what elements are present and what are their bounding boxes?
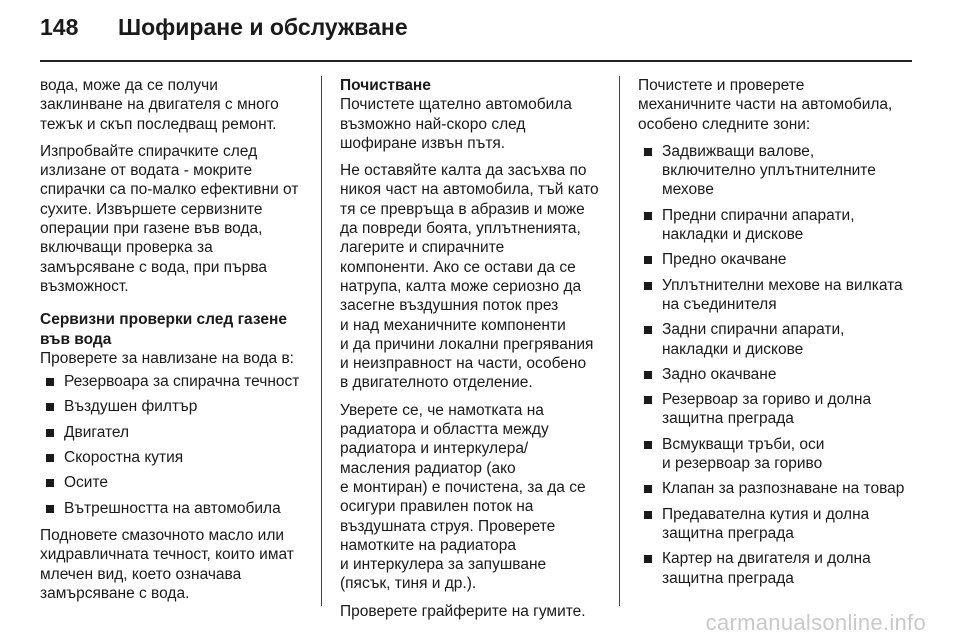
list-item: Двигател: [40, 423, 308, 442]
section-heading-service-checks: Сервизни проверки след газене във вода: [40, 311, 287, 348]
list-item: Задвижващи валове, включително уплътнителните мехове: [638, 142, 912, 200]
paragraph: Проверете за навлизане на вода в:: [40, 349, 294, 367]
page-title: Шофиране и обслужване: [118, 14, 408, 40]
paragraph: Изпробвайте спирачките след излизане от водата - мокрите спирачки са по-малко ефективни от сухите. Извършете сервизните операции при газене във вода, включващи проверка за замърсяване с вода, при първа възможност.: [40, 142, 299, 295]
list-item: Скоростна кутия: [40, 448, 308, 467]
watermark: carmanualsonline.info: [705, 610, 926, 635]
page-header: [40, 14, 408, 41]
page-number: 148: [40, 14, 79, 40]
paragraph: Уверете се, че намотката на радиатора и областта между радиатора и интеркулера/ масления радиатор (ако е монтиран) е почистена, за да се осигури правилен поток на въздушната струя. Проверете намотките на радиатора и интеркулера за запушване (пясък, тиня и др.).: [340, 401, 586, 593]
column-divider-1: [321, 76, 322, 606]
column-1: [40, 76, 308, 611]
list-item: Въздушен филтър: [40, 397, 308, 416]
column-divider-2: [619, 76, 620, 606]
paragraph: Почистете щателно автомобила възможно най-скоро след шофиране извън пътя.: [340, 96, 572, 152]
paragraph: Не оставяйте калта да засъхва по никоя част на автомобила, тъй като тя се превръща в абразив и може да повреди боята, уплътненията, лагерите и спирачните компоненти. Ако се остави да се натрупа, калта може сериозно да засегне въздушния поток през и над механичните компоненти и да причини локални прегрявания и неизправност на части, особено в двигателното отделение.: [340, 162, 599, 392]
list-item: Всмукващи тръби, оси и резервоар за гориво: [638, 435, 912, 474]
column-2: [340, 76, 608, 629]
list-item: Резервоар за гориво и долна защитна преграда: [638, 390, 912, 429]
list-item: Предно окачване: [638, 250, 912, 269]
paragraph: вода, може да се получи заклинване на двигателя с много тежък и скъп последващ ремонт.: [40, 77, 279, 133]
list-item: Предавателна кутия и долна защитна преграда: [638, 505, 912, 544]
header-rule: [40, 60, 912, 62]
water-check-list: [40, 372, 308, 518]
list-item: Осите: [40, 473, 308, 492]
list-item: Вътрешността на автомобила: [40, 499, 308, 518]
list-item: Предни спирачни апарати, накладки и дискове: [638, 206, 912, 245]
list-item: Задни спирачни апарати, накладки и дискове: [638, 320, 912, 359]
section-heading-cleaning: Почистване: [340, 77, 431, 94]
column-3: [638, 76, 912, 596]
paragraph: Подновете смазочното масло или хидравличната течност, които имат млечен вид, което означава замърсяване с вода.: [40, 526, 294, 602]
list-item: Резервоара за спирачна течност: [40, 372, 308, 391]
list-item: Задно окачване: [638, 365, 912, 384]
list-item: Картер на двигателя и долна защитна преграда: [638, 549, 912, 588]
list-item: Уплътнителни мехове на вилката на съединителя: [638, 276, 912, 315]
paragraph: Почистете и проверете механичните части на автомобила, особено следните зони:: [638, 77, 893, 133]
inspection-zone-list: [638, 142, 912, 588]
list-item: Клапан за разпознаване на товар: [638, 479, 912, 498]
paragraph: Проверете грайферите на гумите.: [340, 602, 586, 620]
